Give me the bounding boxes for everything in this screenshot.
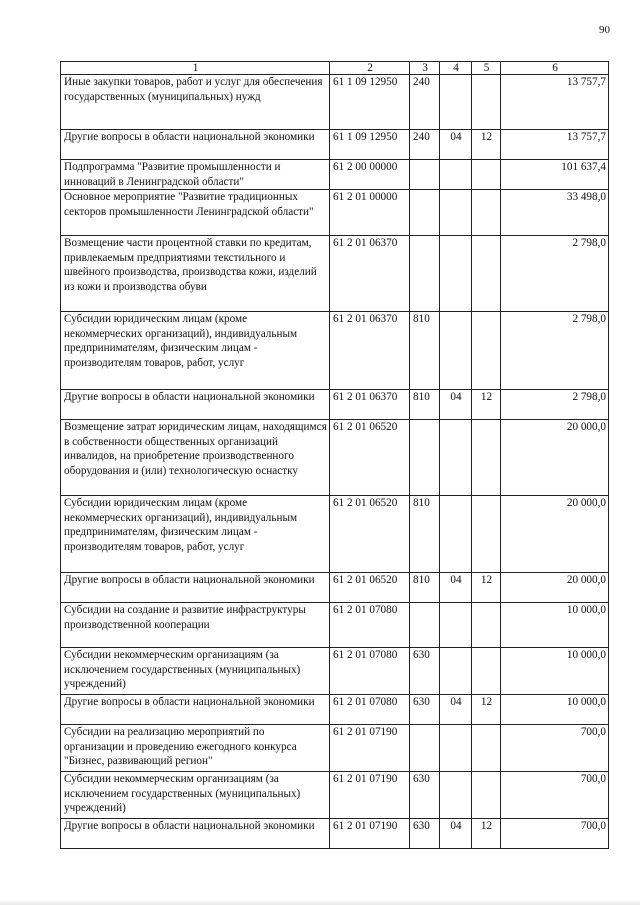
row-vr: 810	[410, 573, 440, 603]
row-vr: 810	[410, 496, 440, 573]
row-sum: 2 798,0	[501, 236, 609, 312]
table-row	[61, 420, 609, 496]
table-row	[61, 75, 609, 130]
row-sum: 2 798,0	[501, 312, 609, 390]
row-rz: 04	[440, 390, 472, 420]
row-vr: 240	[410, 75, 440, 130]
row-rz	[440, 160, 472, 190]
page-number: 90	[599, 24, 610, 36]
row-sum: 101 637,4	[501, 160, 609, 190]
row-code: 61 2 01 07190	[330, 772, 410, 819]
table-row	[61, 573, 609, 603]
row-sum: 13 757,7	[501, 130, 609, 160]
row-code: 61 2 01 06370	[330, 390, 410, 420]
row-name: Другие вопросы в области национальной экономики	[61, 390, 330, 420]
row-pr	[472, 312, 501, 390]
row-vr: 240	[410, 130, 440, 160]
row-vr: 810	[410, 390, 440, 420]
row-code: 61 2 01 06520	[330, 496, 410, 573]
row-name: Основное мероприятие "Развитие традиционных секторов промышленности Ленинградской области"	[61, 190, 330, 236]
row-pr	[472, 160, 501, 190]
table-row	[61, 819, 609, 849]
row-pr	[472, 603, 501, 648]
row-code: 61 2 01 06520	[330, 573, 410, 603]
header-col-3: 3	[410, 62, 440, 75]
scan-bottom-edge	[0, 899, 640, 905]
row-pr: 12	[472, 819, 501, 849]
row-sum: 33 498,0	[501, 190, 609, 236]
row-vr	[410, 603, 440, 648]
row-code: 61 1 09 12950	[330, 75, 410, 130]
row-vr	[410, 190, 440, 236]
row-rz: 04	[440, 573, 472, 603]
table-row	[61, 695, 609, 725]
row-rz	[440, 236, 472, 312]
header-col-1: 1	[61, 62, 330, 75]
row-name: Другие вопросы в области национальной экономики	[61, 130, 330, 160]
row-name: Другие вопросы в области национальной экономики	[61, 573, 330, 603]
row-rz	[440, 725, 472, 772]
row-code: 61 2 01 07080	[330, 603, 410, 648]
row-pr: 12	[472, 695, 501, 725]
row-vr	[410, 420, 440, 496]
row-name: Возмещение затрат юридическим лицам, находящимся в собственности общественных организаций инвалидов, на приобретение производственного оборудования и (или) технологическую оснастку	[61, 420, 330, 496]
row-name: Субсидии юридическим лицам (кроме некоммерческих организаций), индивидуальным предпринимателям, физическим лицам - производителям товаров, работ, услуг	[61, 496, 330, 573]
row-vr: 630	[410, 819, 440, 849]
row-code: 61 2 01 00000	[330, 190, 410, 236]
budget-table	[60, 61, 609, 849]
table-row	[61, 725, 609, 772]
row-code: 61 2 01 06370	[330, 312, 410, 390]
table-row	[61, 390, 609, 420]
row-pr	[472, 190, 501, 236]
row-vr	[410, 160, 440, 190]
table-row	[61, 190, 609, 236]
row-code: 61 1 09 12950	[330, 130, 410, 160]
row-pr	[472, 648, 501, 695]
row-sum: 20 000,0	[501, 496, 609, 573]
row-vr	[410, 725, 440, 772]
header-col-4: 4	[440, 62, 472, 75]
row-name: Субсидии юридическим лицам (кроме некоммерческих организаций), индивидуальным предпринимателям, физическим лицам - производителям товаров, работ, услуг	[61, 312, 330, 390]
row-name: Подпрограмма "Развитие промышленности и инноваций в Ленинградской области"	[61, 160, 330, 190]
row-sum: 10 000,0	[501, 603, 609, 648]
table-row	[61, 130, 609, 160]
row-rz	[440, 420, 472, 496]
table-row	[61, 603, 609, 648]
row-rz	[440, 648, 472, 695]
row-pr	[472, 496, 501, 573]
row-code: 61 2 01 07080	[330, 648, 410, 695]
row-pr: 12	[472, 130, 501, 160]
row-code: 61 2 00 00000	[330, 160, 410, 190]
row-sum: 13 757,7	[501, 75, 609, 130]
row-vr: 630	[410, 648, 440, 695]
row-code: 61 2 01 07190	[330, 819, 410, 849]
row-code: 61 2 01 06370	[330, 236, 410, 312]
row-rz	[440, 190, 472, 236]
row-code: 61 2 01 07080	[330, 695, 410, 725]
table-header-row	[61, 62, 609, 75]
row-pr	[472, 420, 501, 496]
table-row	[61, 236, 609, 312]
row-rz	[440, 603, 472, 648]
row-vr	[410, 236, 440, 312]
row-sum: 700,0	[501, 819, 609, 849]
row-name: Другие вопросы в области национальной экономики	[61, 819, 330, 849]
row-name: Возмещение части процентной ставки по кредитам, привлекаемым предприятиями текстильного и швейного производства, производства кожи, изделий из кожи и производства обуви	[61, 236, 330, 312]
row-sum: 10 000,0	[501, 695, 609, 725]
table-row	[61, 772, 609, 819]
header-col-5: 5	[472, 62, 501, 75]
row-name: Субсидии некоммерческим организациям (за исключением государственных (муниципальных) учреждений)	[61, 772, 330, 819]
header-col-6: 6	[501, 62, 609, 75]
row-code: 61 2 01 07190	[330, 725, 410, 772]
row-pr	[472, 772, 501, 819]
row-sum: 700,0	[501, 725, 609, 772]
table-row	[61, 312, 609, 390]
row-name: Субсидии на создание и развитие инфраструктуры производственной кооперации	[61, 603, 330, 648]
row-name: Субсидии некоммерческим организациям (за исключением государственных (муниципальных) учреждений)	[61, 648, 330, 695]
header-col-2: 2	[330, 62, 410, 75]
row-pr	[472, 75, 501, 130]
row-code: 61 2 01 06520	[330, 420, 410, 496]
table-row	[61, 496, 609, 573]
row-pr	[472, 236, 501, 312]
row-name: Субсидии на реализацию мероприятий по организации и проведению ежегодного конкурса "Бизнес, развивающий регион"	[61, 725, 330, 772]
row-pr: 12	[472, 573, 501, 603]
row-sum: 20 000,0	[501, 573, 609, 603]
row-pr	[472, 725, 501, 772]
row-sum: 10 000,0	[501, 648, 609, 695]
row-vr: 630	[410, 695, 440, 725]
row-rz: 04	[440, 695, 472, 725]
table-row	[61, 648, 609, 695]
row-rz: 04	[440, 130, 472, 160]
row-rz	[440, 772, 472, 819]
row-name: Иные закупки товаров, работ и услуг для обеспечения государственных (муниципальных) нужд	[61, 75, 330, 130]
row-sum: 700,0	[501, 772, 609, 819]
table-row	[61, 160, 609, 190]
row-sum: 2 798,0	[501, 390, 609, 420]
row-vr: 630	[410, 772, 440, 819]
row-rz	[440, 312, 472, 390]
row-rz	[440, 496, 472, 573]
row-vr: 810	[410, 312, 440, 390]
row-pr: 12	[472, 390, 501, 420]
row-sum: 20 000,0	[501, 420, 609, 496]
row-rz: 04	[440, 819, 472, 849]
row-rz	[440, 75, 472, 130]
row-name: Другие вопросы в области национальной экономики	[61, 695, 330, 725]
